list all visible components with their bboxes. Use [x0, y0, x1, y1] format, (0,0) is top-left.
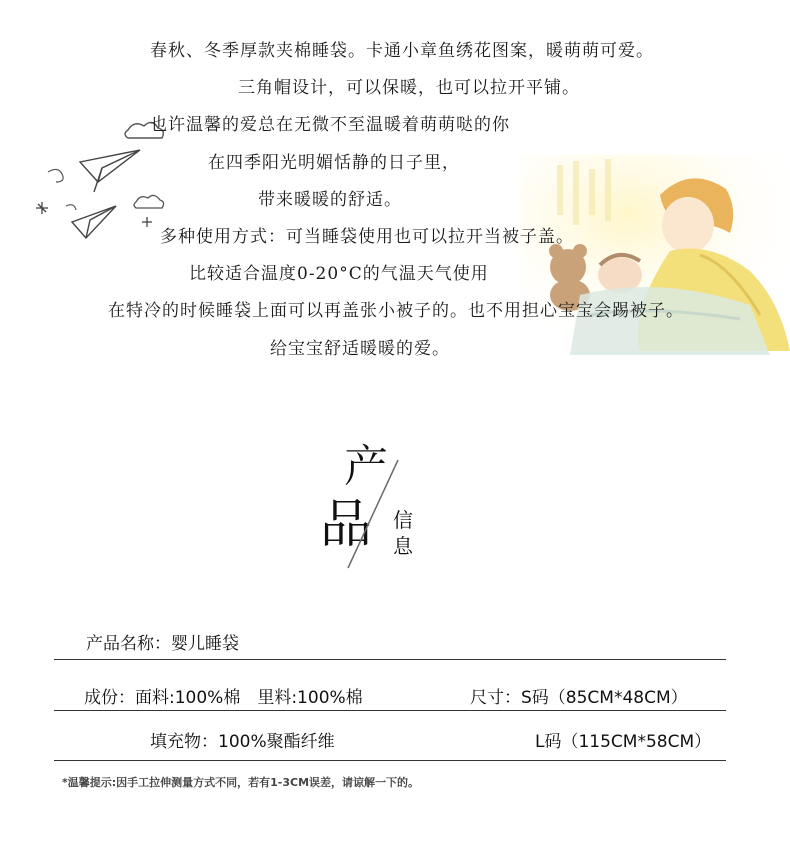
- intro-line-6: 多种使用方式：可当睡袋使用也可以拉开当被子盖。: [160, 227, 574, 247]
- star-icon: [142, 217, 152, 227]
- divider: [54, 760, 726, 761]
- product-name: 产品名称：婴儿睡袋: [86, 634, 239, 654]
- product-composition: 成份：面料:100%棉 里料:100%棉: [84, 688, 363, 708]
- divider: [54, 710, 726, 711]
- intro-line-3: 也许温馨的爱总在无微不至温暖着萌萌哒的你: [150, 115, 510, 135]
- intro-line-4: 在四季阳光明媚恬静的日子里，: [208, 153, 460, 173]
- section-title-sub-1: 信: [393, 508, 413, 532]
- section-title-sub-2: 息: [393, 534, 413, 558]
- mother-baby-illustration: [520, 155, 790, 355]
- section-title-char-1: 产: [344, 441, 388, 492]
- section-title: [320, 430, 440, 580]
- intro-line-1: 春秋、冬季厚款夹棉睡袋。卡通小章鱼绣花图案，暖萌萌可爱。: [150, 41, 654, 61]
- paper-plane-icon: [72, 206, 116, 238]
- title-slash: [320, 430, 440, 580]
- divider: [54, 659, 726, 660]
- paper-plane-icon: [80, 150, 140, 192]
- product-size-l: L码（115CM*58CM）: [535, 732, 712, 752]
- star-icon: [36, 202, 48, 214]
- measurement-note: *温馨提示:因手工拉伸测量方式不同，若有1-3CM误差，请谅解一下的。: [62, 776, 420, 789]
- product-size-s: 尺寸：S码（85CM*48CM）: [470, 688, 688, 708]
- intro-line-9: 给宝宝舒适暖暖的爱。: [270, 339, 450, 359]
- cloud-icon: [134, 195, 164, 208]
- intro-line-8: 在特冷的时候睡袋上面可以再盖张小被子的。也不用担心宝宝会踢被子。: [108, 301, 684, 321]
- product-filling: 填充物：100%聚酯纤维: [150, 732, 335, 752]
- intro-line-2: 三角帽设计，可以保暖，也可以拉开平铺。: [238, 78, 580, 98]
- section-title-char-2: 品: [320, 495, 373, 555]
- intro-line-7: 比较适合温度0-20°C的气温天气使用: [189, 264, 489, 284]
- intro-line-5: 带来暖暖的舒适。: [258, 190, 402, 210]
